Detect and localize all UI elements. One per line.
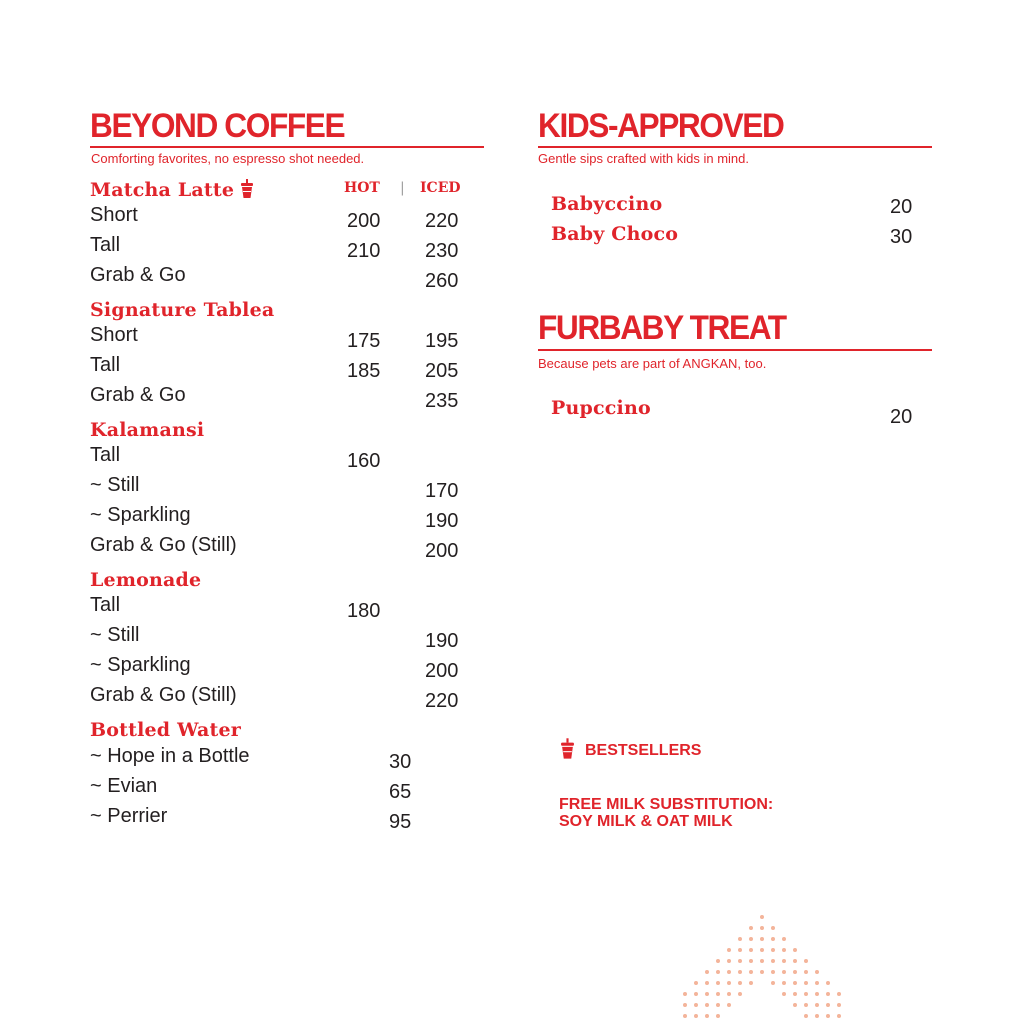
- decorative-dot: [760, 948, 764, 952]
- size-label: Tall: [90, 354, 121, 376]
- decorative-dot: [837, 1014, 841, 1018]
- price: 65: [389, 781, 412, 803]
- decorative-dot: [738, 970, 742, 974]
- decorative-dot: [705, 970, 709, 974]
- decorative-dot: [683, 992, 687, 996]
- decorative-dot: [815, 970, 819, 974]
- decorative-dot: [793, 959, 797, 963]
- milk-substitution-note: FREE MILK SUBSTITUTION:: [559, 796, 774, 813]
- decorative-dot: [804, 970, 808, 974]
- decorative-dot: [771, 981, 775, 985]
- decorative-dot: [815, 992, 819, 996]
- decorative-dot: [749, 981, 753, 985]
- size-label: ~ Sparkling: [90, 504, 191, 526]
- decorative-dot: [804, 992, 808, 996]
- decorative-dot: [727, 981, 731, 985]
- decorative-dot: [683, 1014, 687, 1018]
- decorative-dot: [771, 970, 775, 974]
- decorative-dot: [727, 948, 731, 952]
- decorative-dot: [694, 992, 698, 996]
- decorative-dot: [837, 1003, 841, 1007]
- decorative-dot: [738, 981, 742, 985]
- size-label: ~ Sparkling: [90, 654, 191, 676]
- decorative-dot: [716, 1014, 720, 1018]
- price-iced: 200: [425, 540, 459, 562]
- decorative-dot: [804, 1014, 808, 1018]
- decorative-dot: [760, 915, 764, 919]
- price-iced: 190: [425, 630, 459, 652]
- decorative-dot: [760, 970, 764, 974]
- size-label: Tall: [90, 444, 121, 466]
- decorative-dot: [694, 1014, 698, 1018]
- section-subtitle: Because pets are part of ANGKAN, too.: [538, 356, 767, 371]
- price-hot: 185: [347, 360, 381, 382]
- decorative-dot: [804, 959, 808, 963]
- size-label: ~ Evian: [90, 775, 158, 797]
- decorative-dot: [815, 1014, 819, 1018]
- column-header-divider: |: [400, 180, 405, 196]
- decorative-dot: [705, 1014, 709, 1018]
- decorative-dot: [782, 970, 786, 974]
- decorative-dot: [749, 948, 753, 952]
- price: 20: [890, 196, 913, 218]
- size-label: ~ Still: [90, 624, 140, 646]
- price-iced: 235: [425, 390, 459, 412]
- decorative-dot: [793, 1003, 797, 1007]
- menu-item-name: Baby Choco: [551, 223, 679, 245]
- section-title-beyond-coffee: BEYOND COFFEE: [90, 107, 345, 145]
- decorative-dot: [782, 992, 786, 996]
- decorative-dot: [716, 970, 720, 974]
- decorative-dot: [694, 981, 698, 985]
- decorative-dot: [727, 1003, 731, 1007]
- price-hot: 175: [347, 330, 381, 352]
- decorative-dot: [771, 948, 775, 952]
- decorative-dot: [738, 937, 742, 941]
- menu-item-name: Kalamansi: [90, 419, 205, 441]
- decorative-dot: [760, 959, 764, 963]
- decorative-dot: [738, 959, 742, 963]
- price-hot: 210: [347, 240, 381, 262]
- section-title-furbaby-treat: FURBABY TREAT: [538, 309, 786, 347]
- decorative-dot: [771, 959, 775, 963]
- decorative-dot: [716, 981, 720, 985]
- menu-item-name: Pupccino: [551, 397, 651, 419]
- decorative-dot: [782, 937, 786, 941]
- decorative-dot: [804, 981, 808, 985]
- decorative-dot: [793, 992, 797, 996]
- section-subtitle: Comforting favorites, no espresso shot needed.: [91, 151, 365, 166]
- decorative-dot: [793, 970, 797, 974]
- decorative-dot: [716, 1003, 720, 1007]
- menu-item-name: Signature Tablea: [90, 299, 275, 321]
- decorative-dot: [727, 992, 731, 996]
- column-header-iced: ICED: [420, 180, 461, 196]
- decorative-dot: [749, 926, 753, 930]
- decorative-dot: [826, 1014, 830, 1018]
- decorative-dot: [782, 959, 786, 963]
- decorative-dot: [716, 992, 720, 996]
- price-iced: 230: [425, 240, 459, 262]
- price: 30: [890, 226, 913, 248]
- size-label: Grab & Go (Still): [90, 684, 237, 706]
- column-header-hot: HOT: [344, 180, 380, 196]
- decorative-dot: [771, 926, 775, 930]
- decorative-dot: [826, 981, 830, 985]
- size-label: Grab & Go: [90, 384, 186, 406]
- decorative-dot: [727, 959, 731, 963]
- decorative-dot: [826, 992, 830, 996]
- decorative-dot: [705, 992, 709, 996]
- milk-substitution-options: SOY MILK & OAT MILK: [559, 813, 733, 830]
- size-label: Tall: [90, 234, 121, 256]
- size-label: ~ Perrier: [90, 805, 168, 827]
- decorative-dot: [793, 948, 797, 952]
- decorative-dot: [727, 970, 731, 974]
- size-label: ~ Still: [90, 474, 140, 496]
- section-title-kids-approved: KIDS-APPROVED: [538, 107, 784, 145]
- price-iced: 170: [425, 480, 459, 502]
- decorative-dot: [738, 948, 742, 952]
- decorative-dot: [705, 981, 709, 985]
- size-label: Tall: [90, 594, 121, 616]
- price-hot: 200: [347, 210, 381, 232]
- price-iced: 200: [425, 660, 459, 682]
- decorative-dot: [683, 1003, 687, 1007]
- decorative-dot: [815, 1003, 819, 1007]
- price: 95: [389, 811, 412, 833]
- price-hot: 180: [347, 600, 381, 622]
- price: 20: [890, 406, 913, 428]
- size-label: Short: [90, 204, 138, 226]
- decorative-dot: [804, 1003, 808, 1007]
- price-hot: 160: [347, 450, 381, 472]
- decorative-dot: [837, 992, 841, 996]
- price-iced: 260: [425, 270, 459, 292]
- section-subtitle: Gentle sips crafted with kids in mind.: [538, 151, 749, 166]
- menu-item-name: Bottled Water: [90, 719, 241, 741]
- decorative-dot: [815, 981, 819, 985]
- size-label: Grab & Go: [90, 264, 186, 286]
- price-iced: 195: [425, 330, 459, 352]
- decorative-dot: [705, 1003, 709, 1007]
- price-iced: 220: [425, 690, 459, 712]
- decorative-dot: [782, 948, 786, 952]
- bestsellers-legend: BESTSELLERS: [585, 742, 702, 759]
- decorative-dot: [716, 959, 720, 963]
- menu-item-name: Lemonade: [90, 569, 202, 591]
- decorative-dot: [826, 1003, 830, 1007]
- decorative-dot: [793, 981, 797, 985]
- price: 30: [389, 751, 412, 773]
- price-iced: 190: [425, 510, 459, 532]
- decorative-dot: [738, 992, 742, 996]
- size-label: Short: [90, 324, 138, 346]
- menu-item-name: Matcha Latte: [90, 179, 235, 201]
- decorative-dot: [749, 959, 753, 963]
- decorative-dot: [749, 937, 753, 941]
- decorative-dot: [771, 937, 775, 941]
- size-label: ~ Hope in a Bottle: [90, 745, 250, 767]
- size-label: Grab & Go (Still): [90, 534, 237, 556]
- price-iced: 205: [425, 360, 459, 382]
- menu-item-name: Babyccino: [551, 193, 663, 215]
- decorative-dot: [694, 1003, 698, 1007]
- decorative-dot: [749, 970, 753, 974]
- decorative-dot: [782, 981, 786, 985]
- price-iced: 220: [425, 210, 459, 232]
- decorative-dot: [760, 937, 764, 941]
- decorative-dot: [760, 926, 764, 930]
